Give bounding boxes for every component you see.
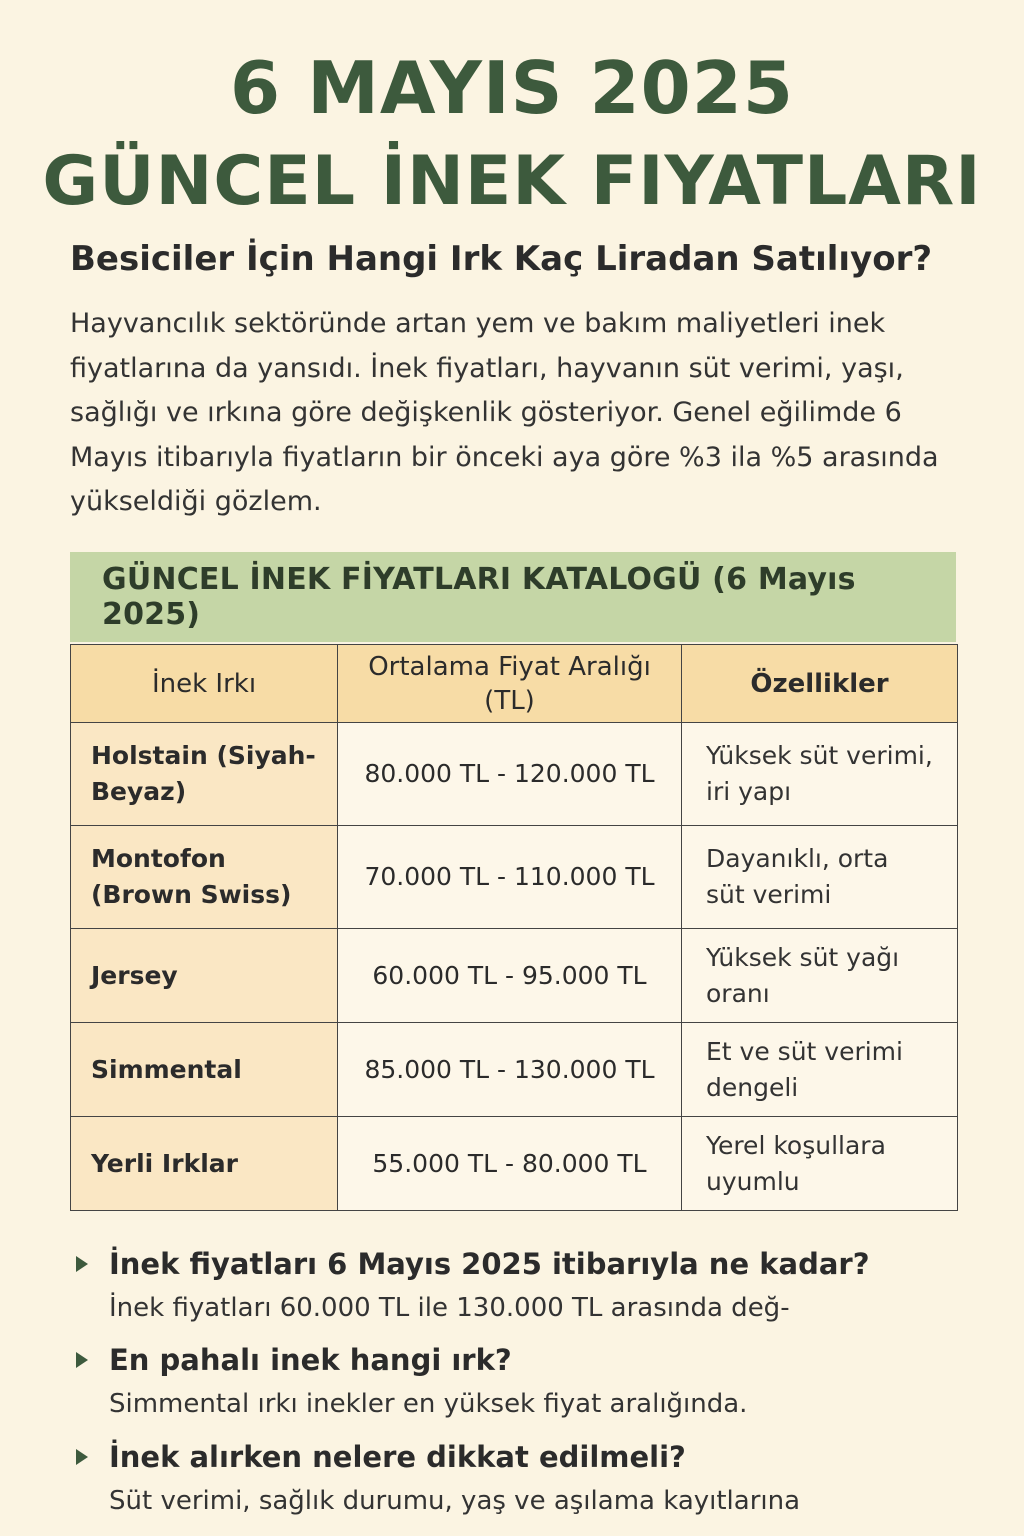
price-range-cell: 55.000 TL - 80.000 TL [338,1117,682,1211]
page-subtitle: Besiciler İçin Hangi Irk Kaç Liradan Satılıyor? [70,239,933,279]
table-row [71,1023,958,1117]
column-header-features: Özellikler [682,645,958,723]
table-row [71,723,958,826]
faq-answer: Simmental ırkı inekler en yüksek fiyat aralığında. [109,1389,748,1419]
breed-cell: Simmental [71,1023,338,1117]
bullet-triangle-icon [76,1352,88,1368]
bullet-triangle-icon [76,1256,88,1272]
faq-item [76,1435,976,1523]
features-cell: Et ve süt verimi dengeli [682,1023,958,1117]
faq-question: İnek fiyatları 6 Mayıs 2025 itibarıyla ne kadar? [109,1247,870,1281]
breed-cell: Jersey [71,929,338,1023]
intro-paragraph: Hayvancılık sektöründe artan yem ve bakım maliyetleri inek fiyatlarına da yansıdı. İnek fiyatları, hayvanın süt verimi, yaşı, sağlığı ve ırkına göre değişkenlik gösteriyor. Genel eğilimde 6 Mayıs itibarıyla fiyatların bir önceki aya göre %3 ila %5 arasında yükseldiği gözlem. [70,308,939,517]
catalog-header [70,552,956,642]
column-header-price-range: Ortalama Fiyat Aralığı (TL) [338,645,682,723]
catalog-header-title: GÜNCEL İNEK FİYATLARI KATALOGÜ (6 Mayıs 2025) [102,562,856,632]
price-range-cell: 60.000 TL - 95.000 TL [338,929,682,1023]
price-table [70,644,958,1211]
faq-item [76,1242,976,1330]
breed-cell: Montofon (Brown Swiss) [71,826,338,929]
faq-answer: İnek fiyatları 60.000 TL ile 130.000 TL arasında değ- [109,1293,790,1323]
table-row [71,929,958,1023]
breed-cell: Holstain (Siyah-Beyaz) [71,723,338,826]
breed-cell: Yerli Irklar [71,1117,338,1211]
table-header-row [71,645,958,723]
bullet-triangle-icon [76,1449,88,1465]
price-range-cell: 85.000 TL - 130.000 TL [338,1023,682,1117]
price-range-cell: 70.000 TL - 110.000 TL [338,826,682,929]
price-range-cell: 80.000 TL - 120.000 TL [338,723,682,826]
table-row [71,1117,958,1211]
column-header-breed: İnek Irkı [71,645,338,723]
table-row [71,826,958,929]
features-cell: Yerel koşullara uyumlu [682,1117,958,1211]
faq-question: En pahalı inek hangi ırk? [109,1343,512,1377]
features-cell: Dayanıklı, orta süt verimi [682,826,958,929]
page-title-line-1: 6 MAYIS 2025 [230,46,794,130]
page-title-line-2: GÜNCEL İNEK FIYATLARI [42,142,982,221]
faq-answer: Süt verimi, sağlık durumu, yaş ve aşılama kayıtlarına [109,1486,801,1516]
features-cell: Yüksek süt verimi, iri yapı [682,723,958,826]
faq-question: İnek alırken nelere dikkat edilmeli? [109,1440,686,1474]
faq-item [76,1338,976,1426]
features-cell: Yüksek süt yağı oranı [682,929,958,1023]
